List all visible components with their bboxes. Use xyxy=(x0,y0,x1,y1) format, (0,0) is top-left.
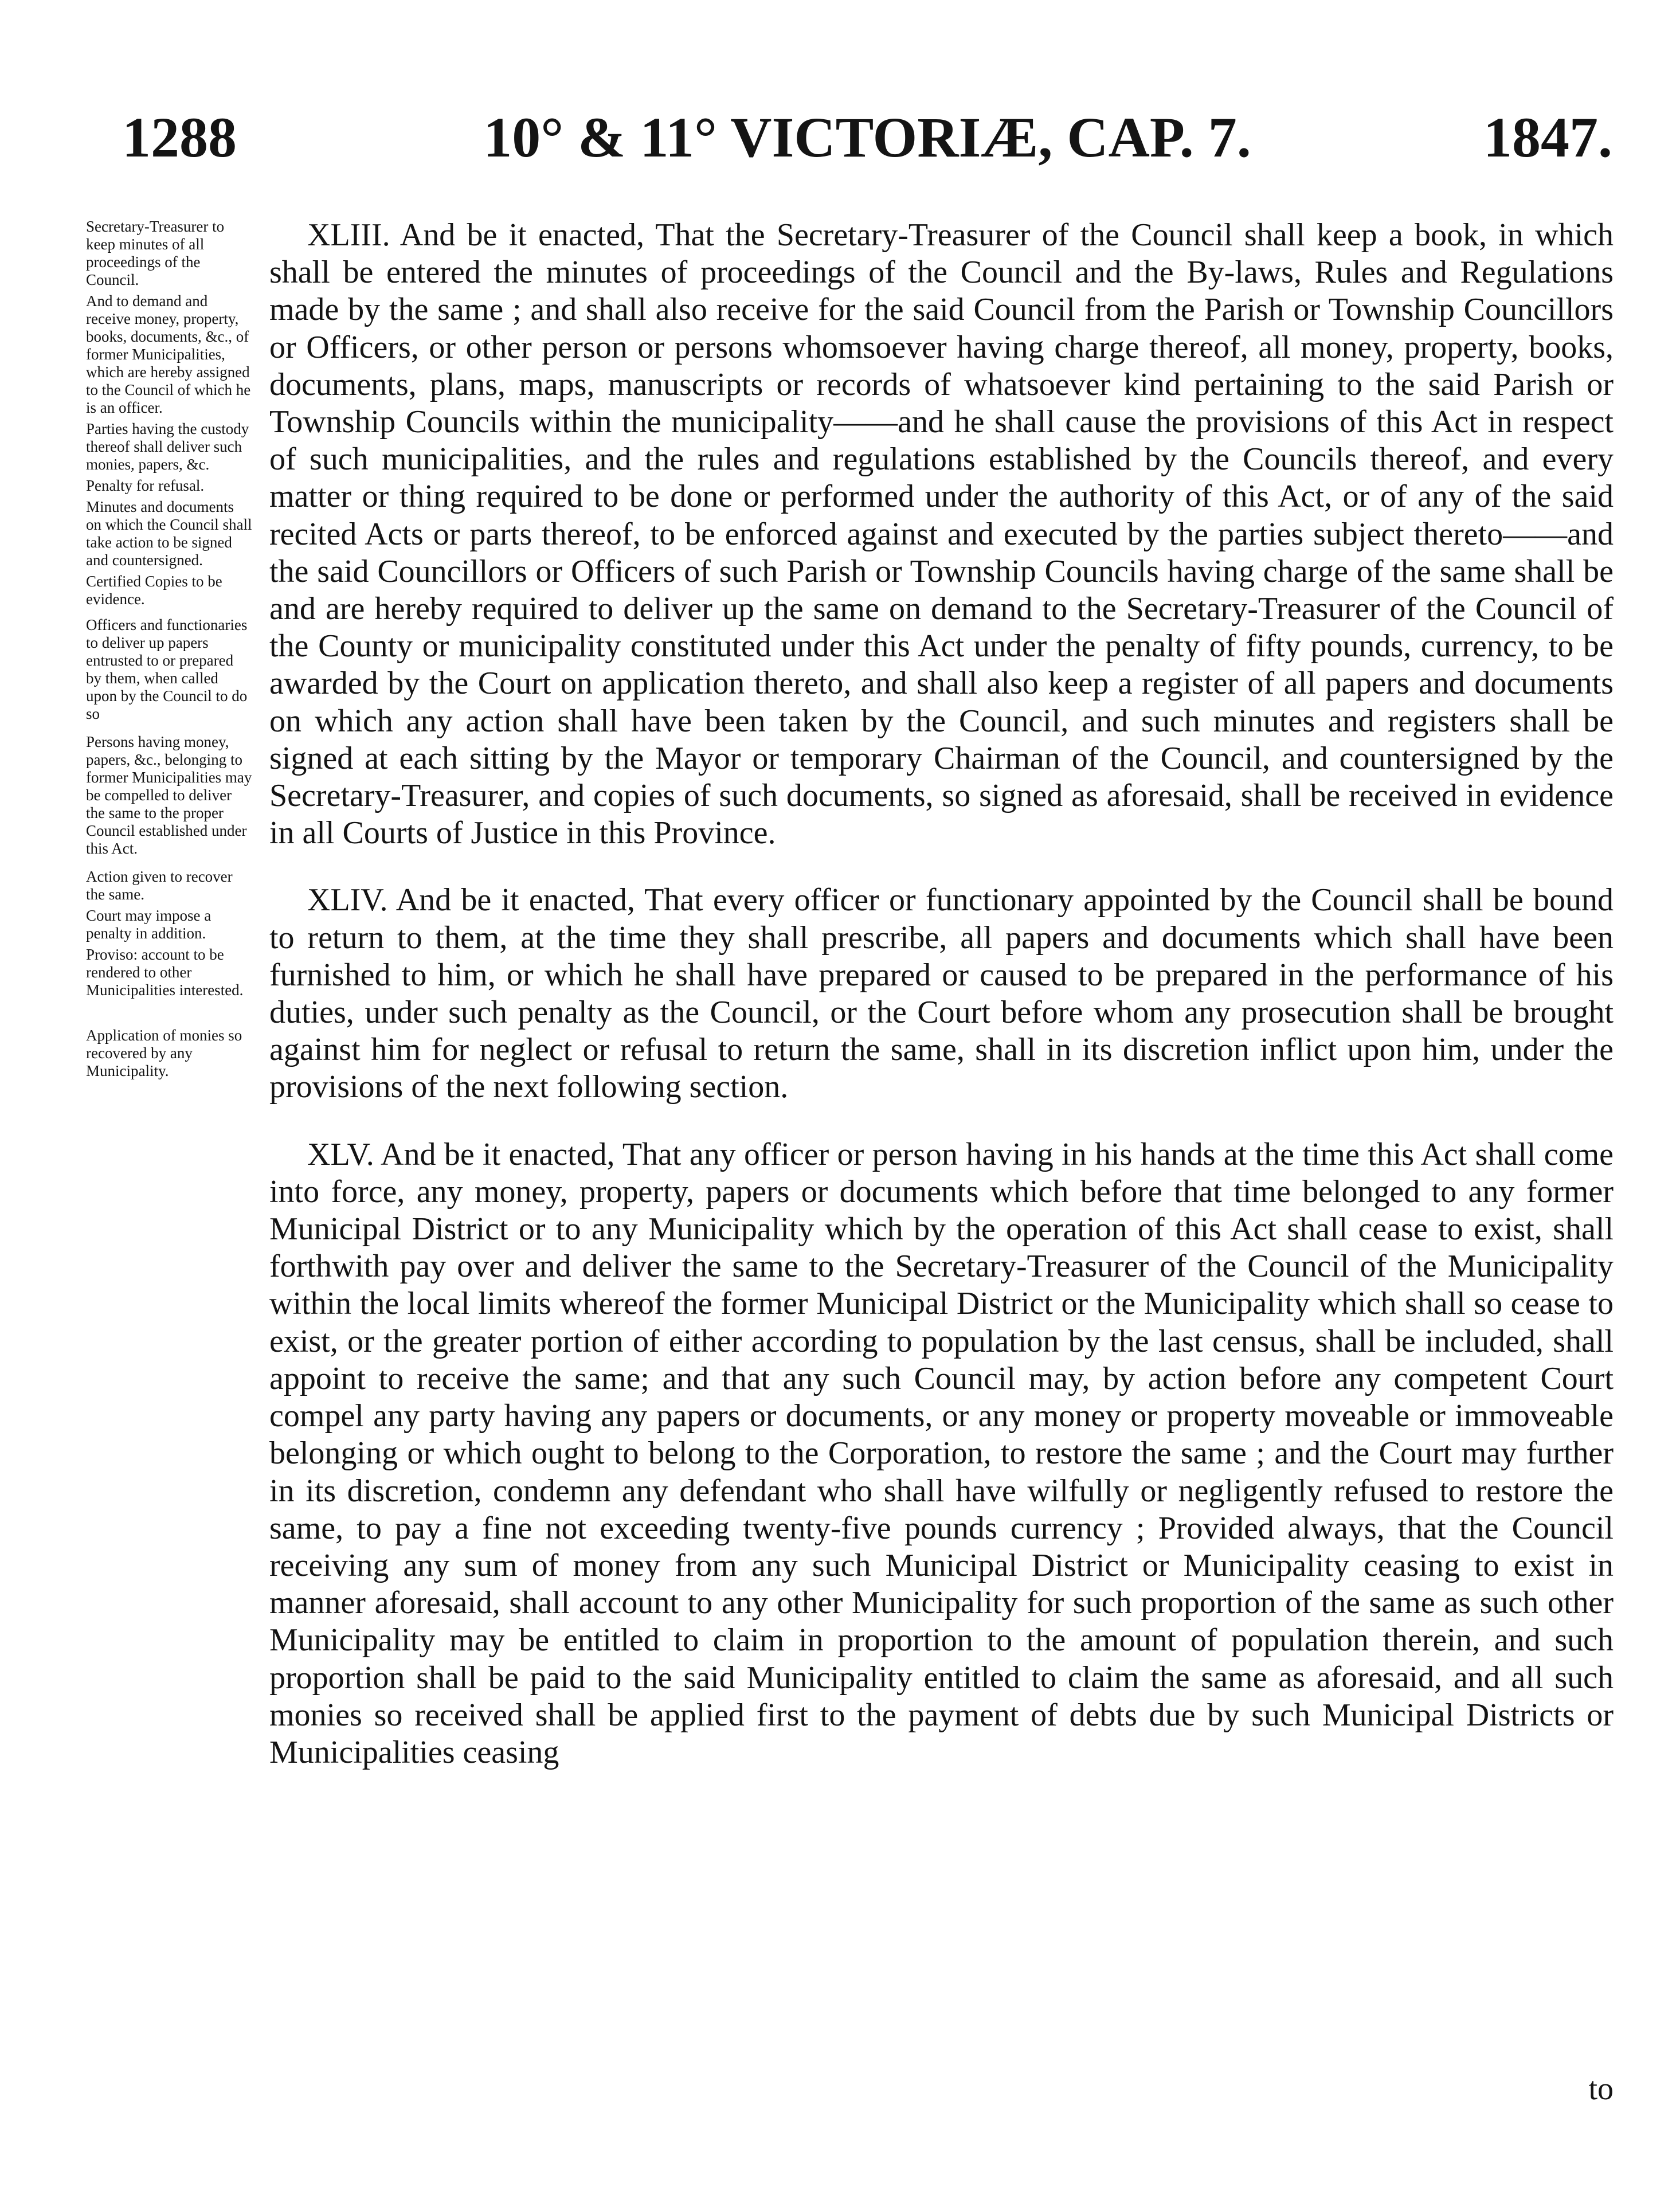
margin-note: Parties having the custody thereof shall deliver such monies, papers, &c. xyxy=(86,420,249,473)
margin-note: Certified Copies to be evidence. xyxy=(86,573,222,608)
section-paragraph xyxy=(269,882,1614,1106)
main-text xyxy=(269,217,1614,1771)
section-paragraph xyxy=(269,217,1614,852)
margin-note: Application of monies so recovered by any Municipality. xyxy=(86,1027,242,1079)
margin-note: Action given to recover the same. xyxy=(86,868,233,903)
section-text: And be it enacted, That every officer or functionary appointed by the Council shall be bound to return to them, at the time they shall prescribe, all papers and documents which shall have been furnished to him, or which he shall have prepared or caused to be prepared in the performance of his duties, under such penalty as the Council, or the Court before whom any prosecution shall be brought against him for neglect or refusal to return the same, shall in its discretion inflict upon him, under the provisions of the next following section. xyxy=(269,882,1614,1105)
page-number: 1288 xyxy=(122,105,237,169)
margin-note: And to demand and receive money, property, books, documents, &c., of former Municipalities, which are hereby assigned to the Council of which he is an officer. xyxy=(86,292,251,416)
section-number: XLV. xyxy=(307,1136,374,1172)
section-text: And be it enacted, That the Secretary-Treasurer of the Council shall keep a book, in which shall be entered the minutes of proceedings of the Council and the By-laws, Rules and Regulations made by the same ; and shall also receive for the said Council from the Parish or Township Councillors or Officers, or other person or persons whomsoever having charge thereof, all money, property, books, documents, plans, maps, manuscripts or records of whatsoever kind pertaining to the said Parish or Township Councils within the municipality——and he shall cause the provisions of this Act in respect of such municipalities, and the rules and regulations established by the Councils thereof, and every matter or thing required to be done or performed under the authority of this Act, or of any of the said recited Acts or parts thereof, to be enforced against and executed by the parties subject thereto——and the said Councillors or Officers of such Parish or Township Councils having charge of the same shall be and are hereby required to deliver up the same on demand to the Secretary-Treasurer of the Council of the County or municipality constituted under this Act under the penalty of fifty pounds, currency, to be awarded by the Court on application thereto, and shall also keep a register of all papers and documents on which any action shall have been taken by the Council, and such minutes and registers shall be signed at each sitting by the Mayor or temporary Chairman of the Council, and countersigned by the Secretary-Treasurer, and copies of such documents, so signed as aforesaid, shall be received in evidence in all Courts of Justice in this Province. xyxy=(269,217,1614,851)
section-paragraph xyxy=(269,1136,1614,1771)
margin-note: Persons having money, papers, &c., belonging to former Municipalities may be compelled to deliver the same to the proper Council established under this Act. xyxy=(86,733,252,857)
running-title: 10° & 11° VICTORIÆ, CAP. 7. xyxy=(483,105,1251,169)
catchword: to xyxy=(1588,2071,1614,2107)
margin-notes xyxy=(86,218,252,1080)
section-text: And be it enacted, That any officer or person having in his hands at the time this Act shall come into force, any money, property, papers or documents which before that time belonged to any former Municipal District or to any Municipality which by the operation of this Act shall cease to exist, shall forthwith pay over and deliver the same to the Secretary-Treasurer of the Council of the Municipality within the local limits whereof the former Municipal District or the Municipality which shall so cease to exist, or the greater portion of either according to population by the last census, shall be included, shall appoint to receive the same; and that any such Council may, by action before any competent Court compel any party having any papers or documents, or any money or property moveable or immoveable belonging or which ought to belong to the Corporation, to restore the same ; and the Court may further in its discretion, condemn any defendant who shall have wilfully or negligently refused to restore the same, to pay a fine not exceeding twenty-five pounds currency ; Provided always, that the Council receiving any sum of money from any such Municipal District or Municipality ceasing to exist in manner aforesaid, shall account to any other Municipality for such proportion of the same as such other Municipality may be entitled to claim in proportion to the amount of population therein, and such proportion shall be paid to the said Municipality entitled to claim the same as aforesaid, and all such monies so received shall be applied first to the payment of debts due by such Municipal Districts or Municipalities ceasing xyxy=(269,1136,1614,1770)
year: 1847. xyxy=(1483,105,1612,169)
section-number: XLIII. xyxy=(307,217,390,253)
page-header xyxy=(122,105,1612,183)
margin-note: Penalty for refusal. xyxy=(86,477,205,494)
margin-note: Minutes and documents on which the Council shall take action to be signed and countersigned. xyxy=(86,498,252,569)
margin-note: Proviso: account to be rendered to other Municipalities interested. xyxy=(86,946,244,999)
margin-note: Court may impose a penalty in addition. xyxy=(86,907,212,942)
margin-note: Secretary-Treasurer to keep minutes of all proceedings of the Council. xyxy=(86,218,225,288)
section-number: XLIV. xyxy=(307,882,388,918)
margin-note: Officers and functionaries to deliver up papers entrusted to or prepared by them, when called upon by the Council to do so xyxy=(86,616,248,722)
